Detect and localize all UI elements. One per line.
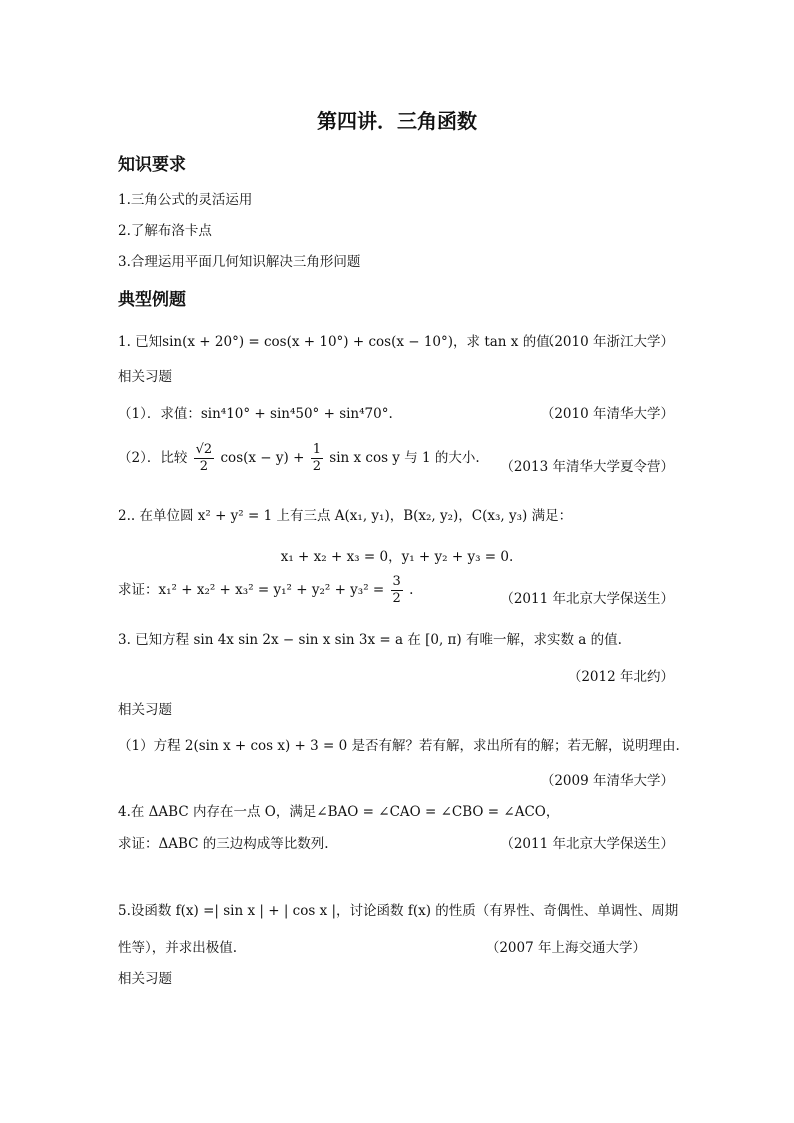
fraction-denominator: 2: [199, 459, 209, 474]
page-title: 第四讲．三角函数: [317, 109, 477, 133]
problem-1-source: （2010 年浙江大学）: [540, 334, 674, 350]
p2-proof-pre: 求证：x₁² + x₂² + x₃² = y₁² + y₂² + y₃² =: [118, 582, 385, 598]
problem-2: 2.. 在单位圆 x² + y² = 1 上有三点 A(x₁, y₁)，B(x₂, y₂)，C(x₃, y₃) 满足：: [118, 508, 573, 524]
fraction-numerator: 1: [312, 442, 321, 457]
knowledge-item-3: 3.合理运用平面几何知识解决三角形问题: [118, 254, 361, 270]
problem-1-related-1: （1）．求值：sin⁴10° + sin⁴50° + sin⁴70°.: [118, 406, 393, 422]
fraction-numerator: 3: [392, 574, 401, 589]
p1b-post: sin x cos y 与 1 的大小.: [329, 450, 480, 466]
problem-3-related-1: （1）方程 2(sin x + cos x) + 3 = 0 是否有解？若有解，求出所有的解；若无解，说明理由.: [118, 738, 680, 754]
problem-5-source: （2007 年上海交通大学）: [485, 940, 646, 956]
fraction-denominator: 2: [392, 591, 401, 606]
related-label-1: 相关习题: [118, 369, 172, 385]
fraction-sqrt2-over-2: [194, 442, 215, 475]
problem-3: 3. 已知方程 sin 4x sin 2x − sin x sin 3x = a 在 [0, π) 有唯一解，求实数 a 的值.: [118, 632, 622, 648]
p1b-mid: cos(x − y) +: [220, 450, 305, 466]
problem-1: 1. 已知sin(x + 20°) = cos(x + 10°) + cos(x − 10°)，求 tan x 的值.: [118, 334, 554, 350]
problem-1-related-2-source: （2013 年清华大学夏令营）: [500, 459, 674, 475]
fraction-denominator: 2: [312, 459, 321, 474]
problem-2-proof: [118, 574, 413, 607]
knowledge-item-1: 1.三角公式的灵活运用: [118, 192, 253, 208]
related-label-3: 相关习题: [118, 971, 172, 987]
fraction-numerator: √2: [195, 442, 213, 457]
section-heading-knowledge: 知识要求: [118, 155, 186, 175]
problem-4-line-1: 4.在 ΔABC 内存在一点 O，满足∠BAO = ∠CAO = ∠CBO = ∠ACO，: [118, 804, 560, 820]
problem-3-related-1-source: （2009 年清华大学）: [540, 773, 674, 789]
knowledge-item-2: 2.了解布洛卡点: [118, 223, 212, 239]
problem-4-source: （2011 年北京大学保送生）: [500, 836, 674, 852]
problem-1-related-2: [118, 442, 480, 475]
fraction-1-over-2: [311, 442, 323, 475]
problem-3-source: （2012 年北约）: [567, 669, 674, 685]
fraction-3-over-2: [391, 574, 403, 607]
problem-2-source: （2011 年北京大学保送生）: [500, 591, 674, 607]
p2-proof-post: .: [409, 582, 414, 598]
problem-1-related-1-source: （2010 年清华大学）: [540, 406, 674, 422]
problem-4-line-2: 求证：ΔABC 的三边构成等比数列.: [118, 836, 329, 852]
p1b-pre: （2）．比较: [118, 450, 188, 466]
problem-2-equation: x₁ + x₂ + x₃ = 0，y₁ + y₂ + y₃ = 0.: [280, 549, 514, 565]
problem-5-line-1: 5.设函数 f(x) =| sin x | + | cos x |，讨论函数 f(x) 的性质（有界性、奇偶性、单调性、周期: [118, 903, 679, 919]
section-heading-examples: 典型例题: [118, 290, 186, 310]
related-label-2: 相关习题: [118, 702, 172, 718]
problem-5-line-2: 性等），并求出极值.: [118, 940, 238, 956]
